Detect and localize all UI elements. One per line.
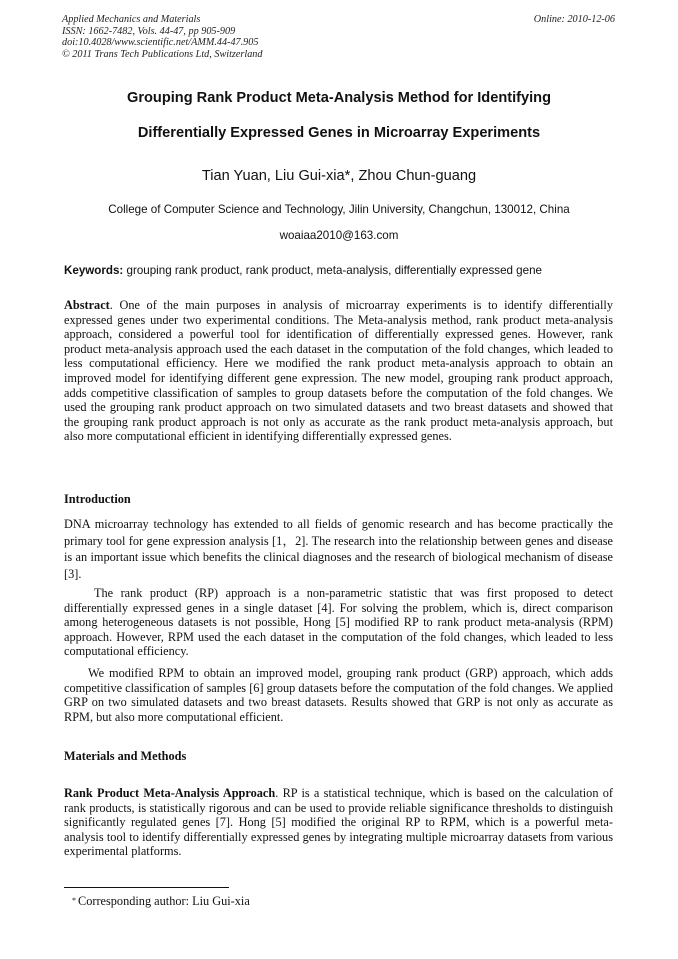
affiliation: College of Computer Science and Technology, Jilin University, Changchun, 130012, China xyxy=(108,203,570,216)
introduction-heading: Introduction xyxy=(64,492,131,506)
copyright-line: © 2011 Trans Tech Publications Ltd, Switzerland xyxy=(62,48,263,60)
abstract-label: Abstract xyxy=(64,298,110,312)
materials-methods-heading: Materials and Methods xyxy=(64,749,187,763)
issn-line: ISSN: 1662-7482, Vols. 44-47, pp 905-909 xyxy=(62,25,236,37)
footnote-mark: * xyxy=(72,896,76,905)
footnote-divider xyxy=(64,887,229,888)
introduction-paragraph-2: The rank product (RP) approach is a non-parametric statistic that was first proposed to detect differentially expressed genes in a single dataset [4]. For solving the problem, which is, direct comparison among heterogeneous datasets is not possible, Hong [5] modified RP to rank product meta-analysis (RPM) approach. However, RPM used the each dataset in the computation of the fold changes, which leaded to less computational efficiency. xyxy=(64,586,613,659)
footnote xyxy=(72,894,250,909)
abstract xyxy=(64,298,613,444)
doi-line: doi:10.4028/www.scientific.net/AMM.44-47.905 xyxy=(62,37,259,49)
keywords xyxy=(64,264,616,277)
paper-title-line-2: Differentially Expressed Genes in Microarray Experiments xyxy=(137,125,541,141)
footnote-text: Corresponding author: Liu Gui-xia xyxy=(78,894,250,908)
rpm-subheading: Rank Product Meta-Analysis Approach xyxy=(64,786,276,800)
abstract-text: . One of the main purposes in analysis of microarray experiments is to identify differentially expressed genes under two experimental conditions. The Meta-analysis method, rank product meta-analysis approach, considered a powerful tool for identification of differentially expressed genes. However, rank product meta-analysis approach used the each dataset in the computation of the fold changes, which leaded to less computational efficiency. Here we modified the rank product meta-analysis approach to obtain an improved model for identifying different gene expression. The new model, grouping rank product approach, adds competitive classification of samples to group datasets before the computation of the fold changes. We used the grouping rank product approach on two simulated datasets and two breast datasets and showed that the grouping rank product approach is not only as accurate as the rank product meta-analysis approach, but also more computational efficient in identifying differentially expressed genes. xyxy=(64,298,613,444)
online-date: Online: 2010-12-06 xyxy=(533,14,615,25)
introduction-paragraph-1: DNA microarray technology has extended to all fields of genomic research and has become practically the primary tool for gene expression analysis [1，2]. The research into the relationship between genes and disease is an important issue which benefits the clinical diagnoses and the research of biological mechanism of disease [3]. xyxy=(64,517,613,581)
author-email: woaiaa2010@163.com xyxy=(279,229,399,242)
journal-name: Applied Mechanics and Materials xyxy=(62,14,201,25)
journal-header xyxy=(62,14,262,60)
introduction-paragraph-3: We modified RPM to obtain an improved model, grouping rank product (GRP) approach, which adds competitive classification of samples [6] group datasets before the computation of the fold changes. We applied GRP on two simulated datasets and two breast datasets. Results showed that GRP is not only as accurate as RPM, but also more computational efficient. xyxy=(64,666,613,724)
authors: Tian Yuan, Liu Gui-xia*, Zhou Chun-guang xyxy=(201,168,477,184)
materials-paragraph-1 xyxy=(64,786,613,859)
rpm-text: . RP is a statistical technique, which is based on the calculation of rank products, is statistically rigorous and can be used to provide reliable significance thresholds to distinguish significantly regulated genes [7]. Hong [5] modified the original RP to RPM, which is a powerful meta-analysis tool to identify differentially expressed genes by integrating multiple microarray datasets from various experimental platforms. xyxy=(64,786,613,859)
keywords-text: grouping rank product, rank product, meta-analysis, differentially expressed gene xyxy=(126,264,542,277)
keywords-label: Keywords: xyxy=(64,264,124,277)
paper-title-line-1: Grouping Rank Product Meta-Analysis Method for Identifying xyxy=(126,90,552,106)
